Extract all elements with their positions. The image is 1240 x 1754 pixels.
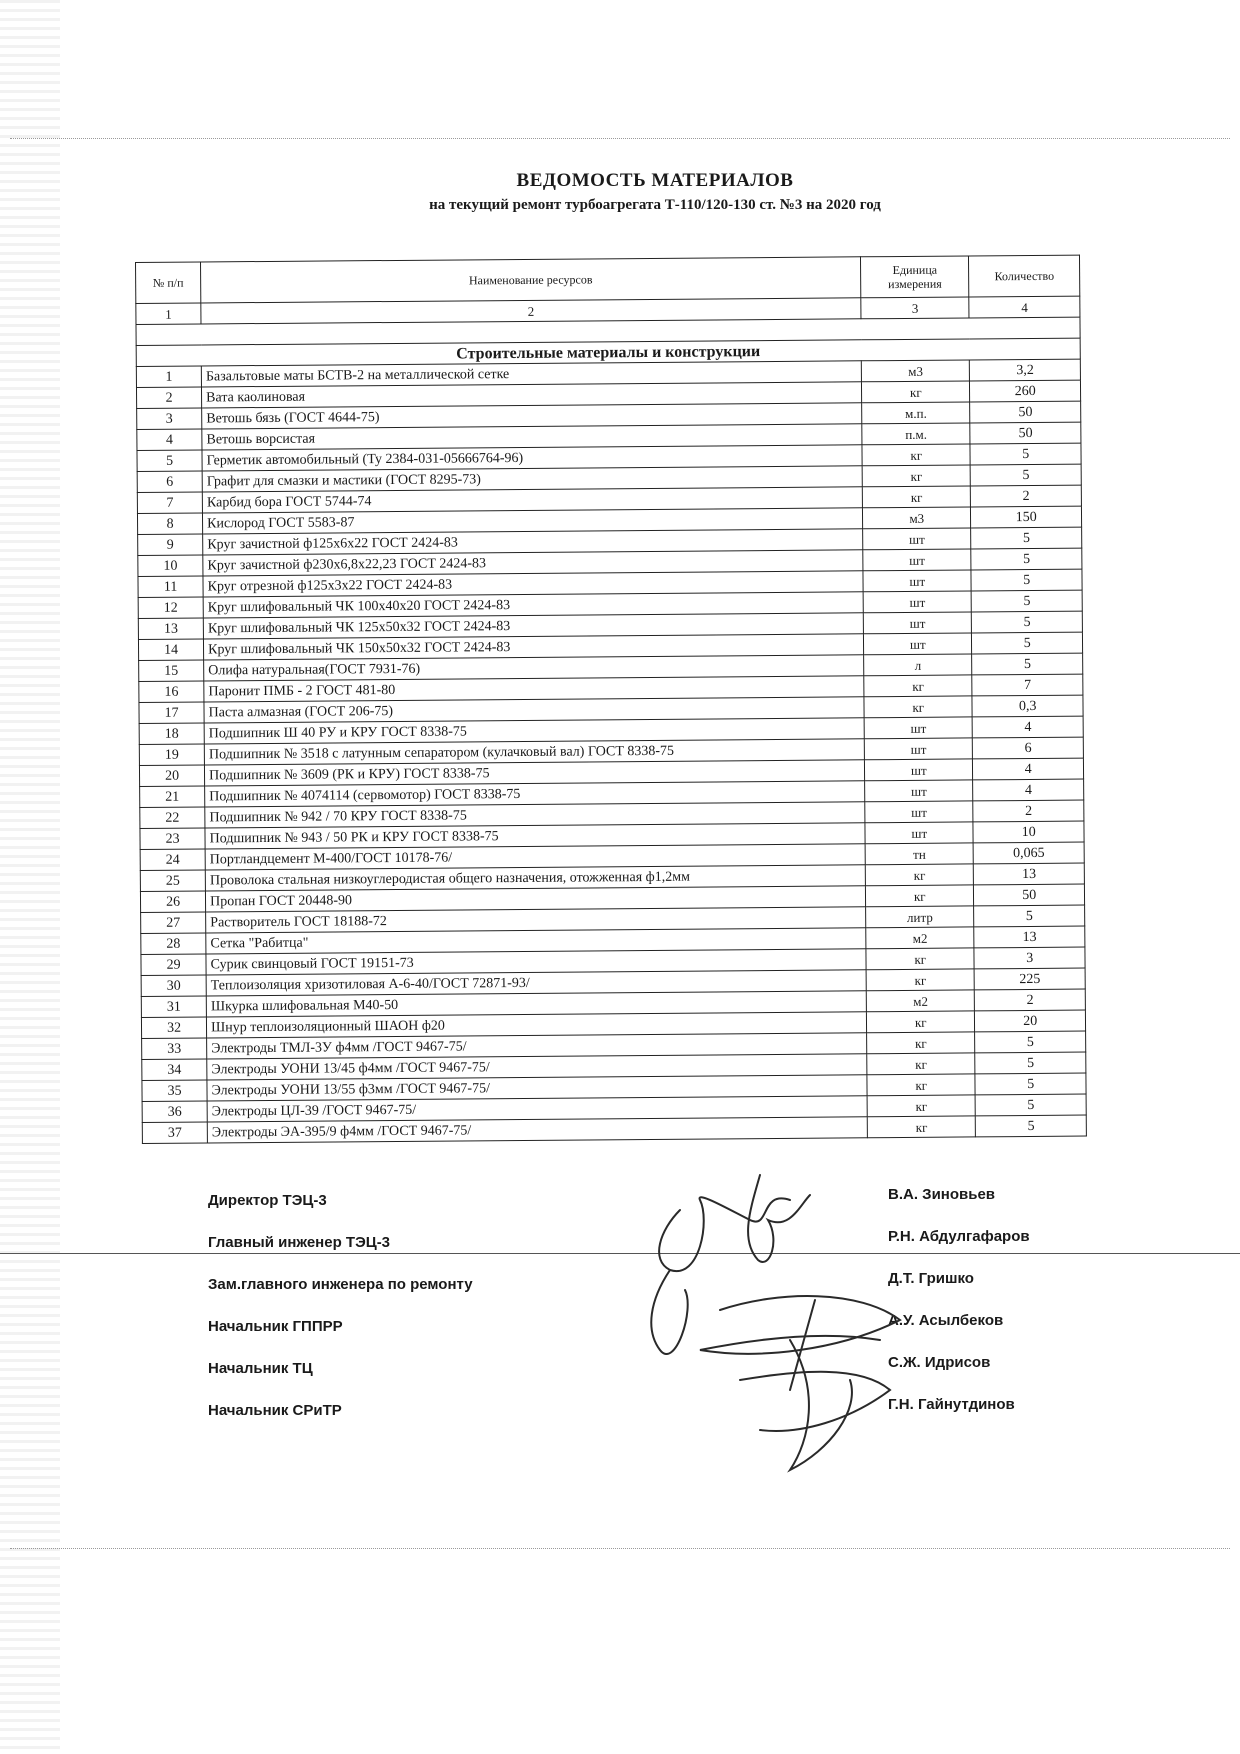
- row-number: 13: [138, 618, 203, 640]
- row-quantity: 5: [972, 590, 1083, 612]
- section-title: Строительные материалы и конструкции: [136, 338, 1080, 366]
- row-name: Карбид бора ГОСТ 5744-74: [202, 487, 862, 513]
- row-number: 37: [142, 1122, 207, 1144]
- row-unit: шт: [865, 822, 974, 844]
- row-quantity: 5: [972, 611, 1083, 633]
- row-name: Проволока стальная низкоуглеродистая общего назначения, отожженная ф1,2мм: [205, 865, 865, 891]
- row-unit: м2: [866, 927, 975, 949]
- row-number: 9: [138, 534, 203, 556]
- row-number: 14: [138, 639, 203, 661]
- row-name: Пропан ГОСТ 20448-90: [206, 886, 866, 912]
- row-quantity: 5: [975, 1073, 1086, 1095]
- row-quantity: 5: [971, 527, 1082, 549]
- row-quantity: 4: [973, 779, 1084, 801]
- signatory-title: Начальник ГППРР: [208, 1318, 343, 1335]
- row-name: Теплоизоляция хризотиловая А-6-40/ГОСТ 72871-93/: [206, 970, 866, 996]
- row-unit: п.м.: [862, 423, 971, 445]
- scan-edge-noise: [0, 0, 60, 1754]
- row-number: 22: [140, 807, 205, 829]
- column-index-2: 2: [201, 298, 861, 324]
- row-quantity: 5: [974, 905, 1085, 927]
- row-unit: кг: [866, 1011, 975, 1033]
- row-quantity: 4: [973, 758, 1084, 780]
- row-quantity: 5: [976, 1115, 1087, 1137]
- header-num: № п/п: [136, 262, 201, 304]
- signatory-name: В.А. Зиновьев: [888, 1186, 996, 1203]
- column-index-3: 3: [861, 297, 970, 319]
- row-unit: шт: [865, 801, 974, 823]
- row-number: 32: [141, 1017, 206, 1039]
- row-number: 1: [136, 366, 201, 388]
- row-quantity: 260: [970, 380, 1081, 402]
- row-name: Подшипник № 4074114 (сервомотор) ГОСТ 8338-75: [205, 781, 865, 807]
- row-unit: литр: [866, 906, 975, 928]
- header-name: Наименование ресурсов: [201, 257, 861, 303]
- row-number: 3: [137, 408, 202, 430]
- row-quantity: 0,3: [972, 695, 1083, 717]
- row-quantity: 7: [972, 674, 1083, 696]
- row-quantity: 2: [973, 800, 1084, 822]
- row-name: Сетка "Рабитца": [206, 928, 866, 954]
- row-quantity: 5: [972, 632, 1083, 654]
- row-number: 18: [139, 723, 204, 745]
- row-name: Графит для смазки и мастики (ГОСТ 8295-73): [202, 466, 862, 492]
- row-number: 12: [138, 597, 203, 619]
- row-number: 21: [140, 786, 205, 808]
- row-number: 19: [139, 744, 204, 766]
- row-quantity: 5: [971, 464, 1082, 486]
- table-body: [136, 296, 1087, 1143]
- row-quantity: 13: [974, 863, 1085, 885]
- row-quantity: 5: [975, 1031, 1086, 1053]
- row-name: Круг шлифовальный ЧК 125х50х32 ГОСТ 2424-83: [203, 613, 863, 639]
- row-name: Вата каолиновая: [202, 382, 862, 408]
- row-name: Электроды УОНИ 13/55 ф3мм /ГОСТ 9467-75/: [207, 1075, 867, 1101]
- row-number: 36: [142, 1101, 207, 1123]
- row-number: 24: [140, 849, 205, 871]
- row-number: 28: [141, 933, 206, 955]
- row-unit: м3: [861, 360, 970, 382]
- row-unit: кг: [867, 1032, 976, 1054]
- signatory-title: Начальник ТЦ: [208, 1360, 313, 1377]
- row-quantity: 10: [973, 821, 1084, 843]
- row-name: Электроды ТМЛ-3У ф4мм /ГОСТ 9467-75/: [207, 1033, 867, 1059]
- signatory-name: Г.Н. Гайнутдинов: [888, 1396, 1015, 1413]
- header-qty: Количество: [969, 255, 1080, 297]
- row-number: 15: [139, 660, 204, 682]
- row-unit: кг: [862, 465, 971, 487]
- row-quantity: 2: [975, 989, 1086, 1011]
- row-unit: кг: [862, 444, 971, 466]
- row-unit: шт: [863, 549, 972, 571]
- row-unit: кг: [867, 1116, 976, 1138]
- row-quantity: 3,2: [970, 359, 1081, 381]
- row-number: 7: [137, 492, 202, 514]
- row-name: Подшипник Ш 40 РУ и КРУ ГОСТ 8338-75: [204, 718, 864, 744]
- column-index-4: 4: [969, 296, 1080, 318]
- row-name: Электроды УОНИ 13/45 ф4мм /ГОСТ 9467-75/: [207, 1054, 867, 1080]
- row-quantity: 13: [974, 926, 1085, 948]
- row-name: Растворитель ГОСТ 18188-72: [206, 907, 866, 933]
- row-name: Круг шлифовальный ЧК 150х50х32 ГОСТ 2424-83: [204, 634, 864, 660]
- row-quantity: 5: [971, 569, 1082, 591]
- row-number: 2: [136, 387, 201, 409]
- row-quantity: 20: [975, 1010, 1086, 1032]
- row-quantity: 150: [971, 506, 1082, 528]
- row-unit: кг: [864, 696, 973, 718]
- row-name: Ветошь бязь (ГОСТ 4644-75): [202, 403, 862, 429]
- row-unit: тн: [865, 843, 974, 865]
- row-number: 23: [140, 828, 205, 850]
- row-unit: шт: [864, 738, 973, 760]
- row-number: 10: [138, 555, 203, 577]
- row-unit: шт: [863, 591, 972, 613]
- row-unit: кг: [861, 381, 970, 403]
- row-quantity: 5: [976, 1094, 1087, 1116]
- row-name: Подшипник № 3609 (РК и КРУ) ГОСТ 8338-75: [205, 760, 865, 786]
- row-quantity: 50: [974, 884, 1085, 906]
- row-unit: шт: [863, 570, 972, 592]
- row-unit: кг: [867, 1095, 976, 1117]
- row-quantity: 5: [971, 548, 1082, 570]
- scan-artifact-line: [10, 138, 1230, 140]
- row-unit: кг: [867, 1053, 976, 1075]
- row-name: Олифа натуральная(ГОСТ 7931-76): [204, 655, 864, 681]
- row-number: 5: [137, 450, 202, 472]
- row-number: 17: [139, 702, 204, 724]
- row-name: Круг зачистной ф230х6,8х22,23 ГОСТ 2424-83: [203, 550, 863, 576]
- signatory-title: Зам.главного инженера по ремонту: [208, 1276, 473, 1293]
- row-name: Круг зачистной ф125х6х22 ГОСТ 2424-83: [203, 529, 863, 555]
- row-number: 6: [137, 471, 202, 493]
- signatory-name: С.Ж. Идрисов: [888, 1354, 991, 1371]
- row-name: Паста алмазная (ГОСТ 206-75): [204, 697, 864, 723]
- row-number: 8: [137, 513, 202, 535]
- row-number: 29: [141, 954, 206, 976]
- row-unit: л: [864, 654, 973, 676]
- row-unit: м3: [862, 507, 971, 529]
- row-quantity: 225: [975, 968, 1086, 990]
- row-quantity: 5: [970, 443, 1081, 465]
- row-quantity: 50: [970, 422, 1081, 444]
- row-name: Шкурка шлифовальная М40-50: [206, 991, 866, 1017]
- row-number: 33: [142, 1038, 207, 1060]
- row-unit: кг: [864, 675, 973, 697]
- row-quantity: 4: [973, 716, 1084, 738]
- row-unit: шт: [863, 528, 972, 550]
- row-unit: кг: [866, 948, 975, 970]
- row-number: 26: [140, 891, 205, 913]
- row-unit: шт: [863, 612, 972, 634]
- row-quantity: 3: [974, 947, 1085, 969]
- row-name: Базальтовые маты БСТВ-2 на металлической сетке: [201, 361, 861, 387]
- row-unit: кг: [865, 885, 974, 907]
- row-name: Паронит ПМБ - 2 ГОСТ 481-80: [204, 676, 864, 702]
- row-number: 4: [137, 429, 202, 451]
- header-unit: Единица измерения: [861, 256, 970, 298]
- row-quantity: 0,065: [974, 842, 1085, 864]
- row-unit: кг: [865, 864, 974, 886]
- row-number: 34: [142, 1059, 207, 1081]
- signatory-title: Директор ТЭЦ-3: [208, 1192, 327, 1209]
- row-name: Круг отрезной ф125х3х22 ГОСТ 2424-83: [203, 571, 863, 597]
- row-quantity: 50: [970, 401, 1081, 423]
- row-name: Подшипник № 942 / 70 КРУ ГОСТ 8338-75: [205, 802, 865, 828]
- row-quantity: 5: [975, 1052, 1086, 1074]
- scan-artifact-line: [10, 1548, 1230, 1550]
- row-name: Кислород ГОСТ 5583-87: [203, 508, 863, 534]
- signatory-name: Р.Н. Абдулгафаров: [888, 1228, 1030, 1245]
- row-quantity: 6: [973, 737, 1084, 759]
- row-number: 25: [140, 870, 205, 892]
- row-name: Герметик автомобильный (Ту 2384-031-05666764-96): [202, 445, 862, 471]
- document-title: ВЕДОМОСТЬ МАТЕРИАЛОВ: [516, 170, 794, 191]
- row-unit: кг: [867, 1074, 976, 1096]
- document-subtitle: на текущий ремонт турбоагрегата Т-110/120-130 ст. №3 на 2020 год: [429, 197, 881, 213]
- signatory-name: Д.Т. Гришко: [888, 1270, 974, 1287]
- row-number: 16: [139, 681, 204, 703]
- row-unit: шт: [865, 780, 974, 802]
- row-number: 31: [141, 996, 206, 1018]
- row-name: Электроды ЦЛ-39 /ГОСТ 9467-75/: [207, 1096, 867, 1122]
- signatory-name: А.У. Асылбеков: [888, 1312, 1004, 1329]
- row-number: 20: [139, 765, 204, 787]
- row-unit: кг: [866, 969, 975, 991]
- materials-table: [135, 255, 1087, 1144]
- column-index-1: 1: [136, 303, 201, 325]
- row-unit: шт: [863, 633, 972, 655]
- row-name: Электроды ЭА-395/9 ф4мм /ГОСТ 9467-75/: [207, 1117, 867, 1143]
- row-name: Портландцемент М-400/ГОСТ 10178-76/: [205, 844, 865, 870]
- row-number: 11: [138, 576, 203, 598]
- row-unit: кг: [862, 486, 971, 508]
- row-number: 30: [141, 975, 206, 997]
- row-number: 27: [141, 912, 206, 934]
- row-unit: м.п.: [862, 402, 971, 424]
- row-unit: шт: [864, 717, 973, 739]
- row-name: Шнур теплоизоляционный ШАОН ф20: [206, 1012, 866, 1038]
- row-quantity: 2: [971, 485, 1082, 507]
- row-number: 35: [142, 1080, 207, 1102]
- row-name: Сурик свинцовый ГОСТ 19151-73: [206, 949, 866, 975]
- handwritten-signatures: [640, 1150, 1060, 1480]
- signatory-title: Главный инженер ТЭЦ-3: [208, 1234, 391, 1251]
- row-unit: шт: [864, 759, 973, 781]
- signatory-title: Начальник СРиТР: [208, 1402, 342, 1419]
- row-unit: м2: [866, 990, 975, 1012]
- row-name: Круг шлифовальный ЧК 100х40х20 ГОСТ 2424-83: [203, 592, 863, 618]
- row-name: Подшипник № 3518 с латунным сепаратором (кулачковый вал) ГОСТ 8338-75: [204, 739, 864, 765]
- row-name: Ветошь ворсистая: [202, 424, 862, 450]
- row-quantity: 5: [972, 653, 1083, 675]
- row-name: Подшипник № 943 / 50 РК и КРУ ГОСТ 8338-75: [205, 823, 865, 849]
